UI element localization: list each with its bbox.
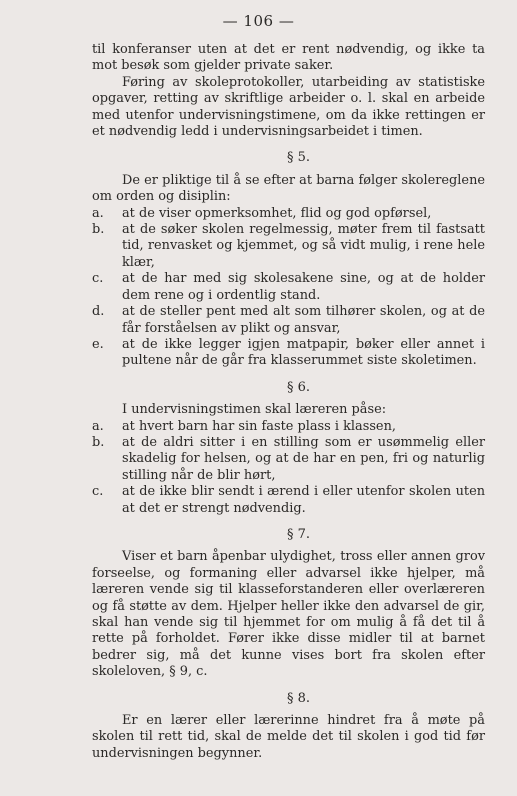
list-item-marker: c. <box>92 484 104 500</box>
list-item-text: at de har med sig skolesakene sine, og at de holder dem rene og i ordentlig stand. <box>122 271 485 303</box>
list-item-text: at hvert barn har sin faste plass i klassen, <box>122 418 396 434</box>
list-item-text: at de søker skolen regelmessig, møter frem til fastsatt tid, renvasket og kjemmet, og så vidt mulig, i rene hele klær, <box>122 222 485 270</box>
list-item-text: at de aldri sitter i en stilling som er usømmelig eller skadelig for helsen, og at de har en pen, fri og naturlig stilling når de blir hørt, <box>122 434 485 483</box>
section-8-heading: § 8. <box>286 690 311 706</box>
list-item-text: at de ikke blir sendt i ærend i eller utenfor skolen uten at det er strengt nødvendig. <box>122 484 485 516</box>
section-8-text: Er en lærer eller lærerinne hindret fra å møte på skolen til rett tid, skal de melde det til skolen i god tid før undervisningen begynner. <box>92 713 485 761</box>
section-6-intro: I undervisningstimen skal læreren påse: <box>122 402 387 418</box>
list-item <box>92 337 485 370</box>
list-item-marker: d. <box>92 304 105 320</box>
paragraph-continuation: til konferanser uten at det er rent nødvendig, og ikke ta mot besøk som gjelder private saker. <box>92 42 485 74</box>
list-item <box>92 484 485 517</box>
section-6-heading: § 6. <box>286 379 311 395</box>
list-item <box>92 271 485 304</box>
list-item-text: at de viser opmerksomhet, flid og god opførsel, <box>122 205 432 221</box>
list-item-marker: b. <box>92 434 105 450</box>
list-item <box>92 304 485 337</box>
list-item-marker: c. <box>92 271 104 287</box>
list-item-text: at de ikke legger igjen matpapir, bøker eller annet i pultene når de går fra klasserummet siste skoletimen. <box>122 336 485 369</box>
list-item-marker: a. <box>92 205 104 221</box>
section-5-list <box>92 206 485 370</box>
list-item <box>92 222 485 271</box>
page-number: — 106 — <box>222 12 295 30</box>
list-item-marker: e. <box>92 336 104 352</box>
section-7-heading: § 7. <box>286 526 311 542</box>
paragraph-protocols: Føring av skoleprotokoller, utarbeiding av statistiske opgaver, retting av skriftlige arbeider o. l. skal en arbeide med utenfor undervisningstimene, om da ikke rettingen er et nødvendig ledd i undervisningsarbeidet i timen. <box>92 74 485 140</box>
section-5-heading: § 5. <box>286 150 311 166</box>
section-6-list <box>92 419 485 517</box>
list-item <box>92 206 485 222</box>
list-item-text: at de steller pent med alt som tilhører skolen, og at de får forståelsen av plikt og ansvar, <box>122 304 485 336</box>
page-body <box>92 42 485 762</box>
list-item-marker: b. <box>92 222 105 238</box>
section-5-intro: De er pliktige til å se efter at barna følger skolereglene om orden og disiplin: <box>92 172 485 205</box>
section-7-text: Viser et barn åpenbar ulydighet, tross eller annen grov forseelse, og formaning eller advarsel ikke hjelper, må læreren vende sig til klasseforstanderen eller overlæreren og få støtte av dem. Hjelper heller ikke den advarsel de gir, skal han vende sig til hjemmet for om mulig å få det til å rette på forholdet. Fører ikke disse midler til at barnet bedrer sig, må det kunne vises bort fra skolen efter skoleloven, § 9, c. <box>92 549 485 680</box>
list-item-marker: a. <box>92 418 104 434</box>
list-item <box>92 435 485 484</box>
list-item <box>92 419 485 435</box>
